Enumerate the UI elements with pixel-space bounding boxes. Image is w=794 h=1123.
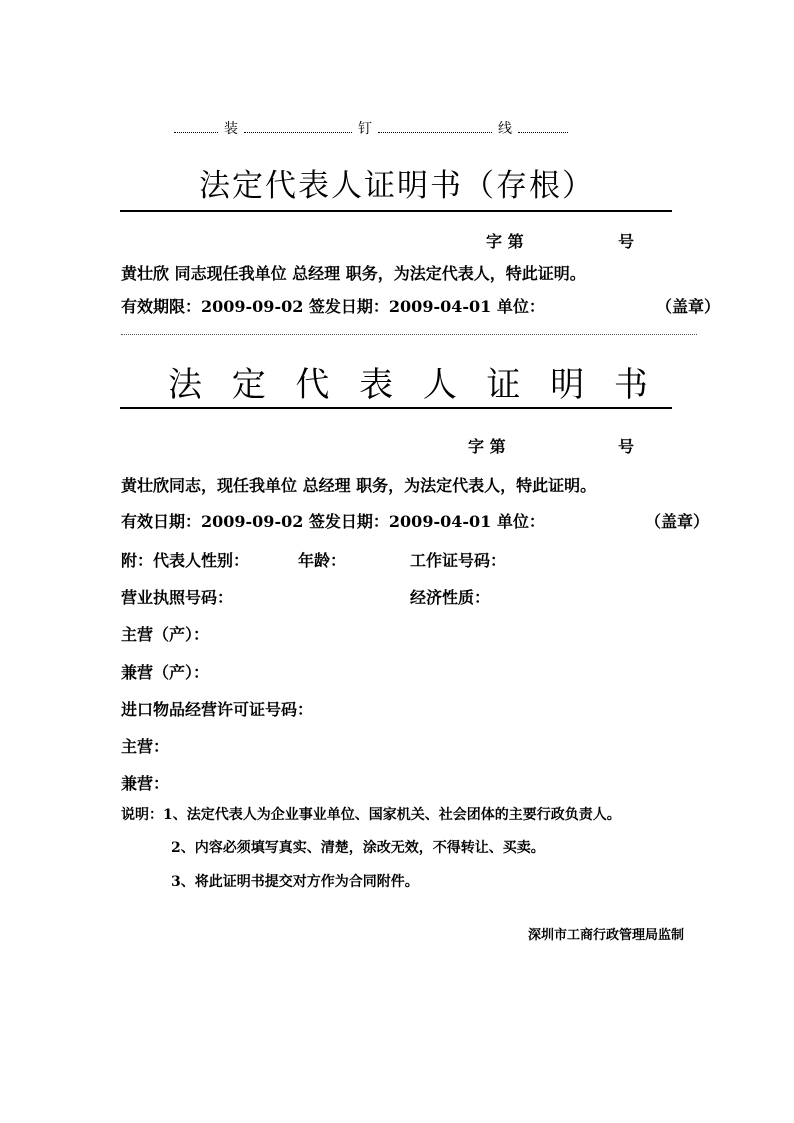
dotted-leader — [378, 132, 492, 133]
field-main-2: 主营： — [121, 737, 170, 756]
main-hao: 号 — [618, 437, 635, 456]
stub-title: 法定代表人证明书（存根） — [199, 168, 595, 204]
field-main-business: 主营（产）： — [121, 625, 210, 644]
field-economy: 经济性质： — [410, 588, 491, 607]
note-2: 2、内容必须填写真实、清楚，涂改无效，不得转让、买卖。 — [171, 840, 545, 856]
field-import-license: 进口物品经营许可证号码： — [121, 700, 314, 719]
field-side-2: 兼营： — [121, 774, 170, 793]
main-title-char: 代 — [295, 365, 330, 405]
main-title-char: 书 — [613, 365, 648, 405]
field-work-id: 工作证号码： — [410, 551, 507, 570]
main-title-char: 定 — [231, 365, 266, 405]
binding-char-ding: 钉 — [358, 121, 372, 137]
stub-certify-line: 黄壮欣 同志现任我单位 总经理 职务，为法定代表人，特此证明。 — [121, 264, 586, 283]
binding-char-zhuang: 装 — [224, 121, 238, 137]
stub-hao: 号 — [618, 232, 635, 251]
main-certify-line: 黄壮欣同志，现任我单位 总经理 职务，为法定代表人，特此证明。 — [121, 476, 597, 495]
main-title-char: 表 — [359, 365, 394, 405]
binding-line — [168, 118, 623, 138]
main-zi-di: 字 第 — [468, 437, 506, 456]
stub-stamp: （盖章） — [656, 297, 721, 316]
dotted-leader — [518, 132, 568, 133]
stub-dates-line: 有效期限：2009-09-02 签发日期：2009-04-01 单位： — [121, 297, 545, 316]
main-title-rule — [120, 407, 672, 409]
stub-title-rule — [120, 210, 672, 212]
note-3: 3、将此证明书提交对方作为合同附件。 — [171, 874, 419, 890]
main-stamp: （盖章） — [645, 512, 710, 531]
field-side-business: 兼营（产）： — [121, 663, 210, 682]
field-age: 年龄： — [298, 551, 347, 570]
main-dates-line: 有效日期：2009-09-02 签发日期：2009-04-01 单位： — [121, 512, 545, 531]
binding-char-xian: 线 — [498, 121, 512, 137]
field-gender: 附：代表人性别： — [121, 551, 250, 570]
stub-zi-di: 字 第 — [486, 232, 524, 251]
dotted-leader — [244, 132, 352, 133]
note-1: 说明：1、法定代表人为企业事业单位、国家机关、社会团体的主要行政负责人。 — [121, 807, 621, 823]
dotted-leader — [174, 132, 218, 133]
tear-line — [121, 334, 697, 335]
field-license-no: 营业执照号码： — [121, 588, 234, 607]
main-title-char: 人 — [422, 365, 457, 405]
main-title-char: 法 — [168, 365, 202, 405]
main-title — [168, 357, 648, 406]
main-title-char: 证 — [486, 365, 521, 405]
issuer-footer: 深圳市工商行政管理局监制 — [528, 928, 685, 943]
main-title-char: 明 — [550, 365, 585, 405]
